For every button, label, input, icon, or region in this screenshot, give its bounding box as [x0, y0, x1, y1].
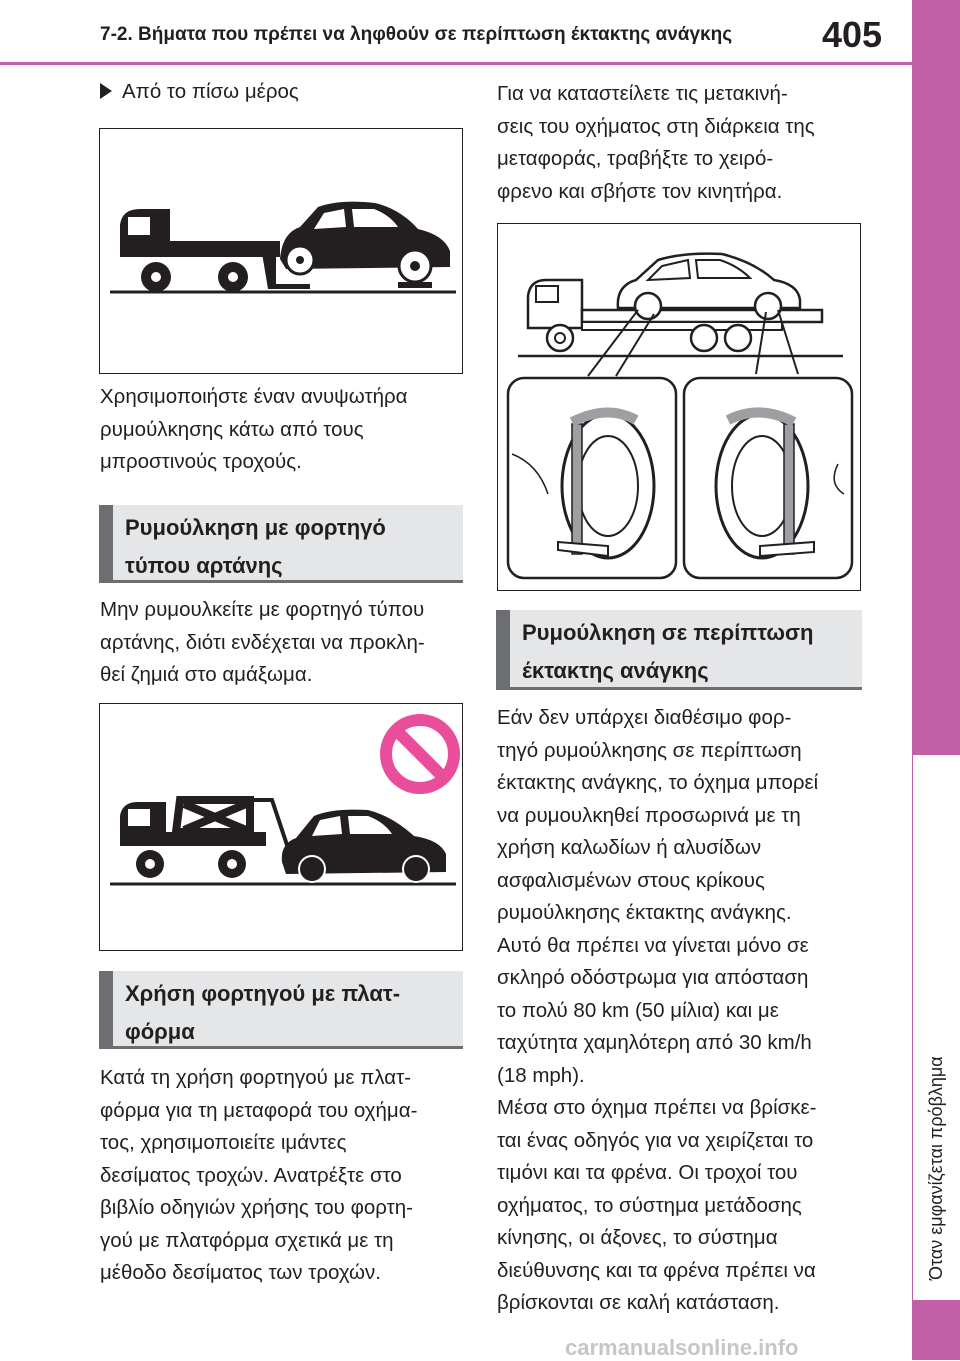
figure-sling-towing-prohibited: [99, 703, 463, 951]
watermark-footer: carmanualsonline.info: [565, 1335, 799, 1360]
paragraph-flatbed-continued: Για να καταστείλετε τις μετακινή- σεις του οχήματος στη διάρκεια της μεταφοράς, τραβήξτε το χειρό- φρενο και σβήστε τον κινητήρα.: [497, 82, 815, 203]
bullet-text: Από το πίσω μέρος: [122, 80, 299, 103]
sling-tow-illustration: [100, 704, 462, 950]
triangle-bullet-icon: [100, 83, 112, 99]
section-heading-emergency-towing: Ρυμούλκηση σε περίπτωση έκτακτης ανάγκης: [496, 610, 862, 690]
paragraph-emergency-towing: Εάν δεν υπάρχει διαθέσιμο φορ- τηγό ρυμούλκησης σε περίπτωση έκτακτης ανάγκης, το όχημα μπορεί να ρυμουλκηθεί προσωρινά με τη χρήση καλωδίων ή αλυσίδων ασφαλισμένων στους κρίκους ρυμούλκησης έκτακτης ανάγκης. Αυτό θα πρέπει να γίνεται μόνο σε σκληρό οδόστρωμα για απόσταση το πολύ 80 km (50 μίλια) και με ταχύτητα χαμηλότερη από 30 km/h (18 mph). Μέσα στο όχημα πρέπει να βρίσκε- ται ένας οδηγός για να χειρίζεται το τιμόνι και τα φρένα. Οι τροχοί του οχήματος, το σύστημα μετάδοσης κίνησης, οι άξονες, το σύστημα διεύθυνσης και τα φρένα πρέπει να βρίσκονται σε καλή κατάσταση.: [497, 706, 819, 1314]
chapter-header-title: 7-2. Βήματα που πρέπει να ληφθούν σε περίπτωση έκτακτης ανάγκης: [100, 24, 733, 45]
paragraph-flatbed: Κατά τη χρήση φορτηγού με πλατ- φόρμα για τη μεταφορά του οχήμα- τος, χρησιμοποιείτε ιμάντες δεσίματος τροχών. Ανατρέξτε στο βιβλίο οδηγιών χρήσης του φορτη- γού με πλατφόρμα σχετικά με τη μέθοδο δεσίματος των τροχών.: [100, 1066, 418, 1284]
page-number: 405: [822, 14, 883, 55]
bullet-heading: [100, 80, 299, 104]
side-tab-chapter-number: 7: [931, 810, 941, 829]
paragraph-wheel-lift: Χρησιμοποιήστε έναν ανυψωτήρα ρυμούλκησης κάτω από τους μπροστινούς τροχούς.: [100, 385, 408, 473]
figure-wheel-lift-towing: [99, 128, 463, 374]
section-heading-sling-type: Ρυμούλκηση με φορτηγό τύπου αρτάνης: [99, 505, 463, 583]
wheel-lift-tow-illustration: [100, 129, 462, 373]
figure-flatbed-wheel-straps: [497, 223, 861, 591]
section-heading-flatbed: Χρήση φορτηγού με πλατ- φόρμα: [99, 971, 463, 1049]
flatbed-strap-illustration: [498, 224, 860, 590]
paragraph-sling-type: Μην ρυμουλκείτε με φορτηγό τύπου αρτάνης, διότι ενδέχεται να προκλη- θεί ζημιά στο αμάξωμα.: [100, 598, 425, 686]
header-rule: [0, 62, 912, 65]
side-tab-chapter-title: Όταν εμφανίζεται πρόβλημα: [926, 1056, 946, 1280]
